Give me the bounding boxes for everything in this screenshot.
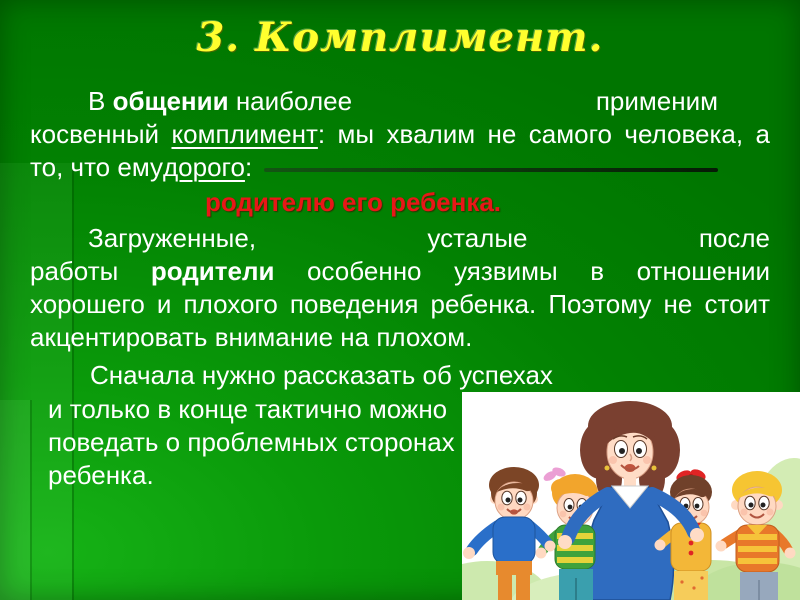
para2-line4: акцентировать внимание на плохом. bbox=[30, 322, 473, 352]
background-band bbox=[0, 400, 30, 600]
para1-line3: то, что ему дорого : bbox=[30, 151, 770, 184]
para2-line2: работы родители особенно уязвимы в отношении bbox=[30, 256, 770, 286]
para3-line1: Сначала нужно рассказать об успехах bbox=[90, 360, 553, 390]
para2-line3: хорошего и плохого поведения ребенка. Поэтому не стоит bbox=[30, 289, 770, 319]
para3-line2: и только в конце тактично можно bbox=[48, 394, 448, 424]
slide-title: 3. Комплимент. bbox=[196, 14, 604, 61]
family-illustration bbox=[462, 392, 800, 600]
red-emphasis-line: родителю его ребенка. bbox=[205, 187, 502, 217]
para1-line1: В общении наиболее применим bbox=[88, 86, 718, 116]
para1-line2: косвенный комплимент: мы хвалим не самого человека, а bbox=[30, 119, 770, 149]
para2-line1: Загруженные, усталые после bbox=[88, 223, 770, 253]
para3-line4: ребенка. bbox=[48, 460, 154, 490]
para3-line3: поведать о проблемных сторонах bbox=[48, 427, 455, 457]
shadow-divider bbox=[264, 168, 718, 172]
